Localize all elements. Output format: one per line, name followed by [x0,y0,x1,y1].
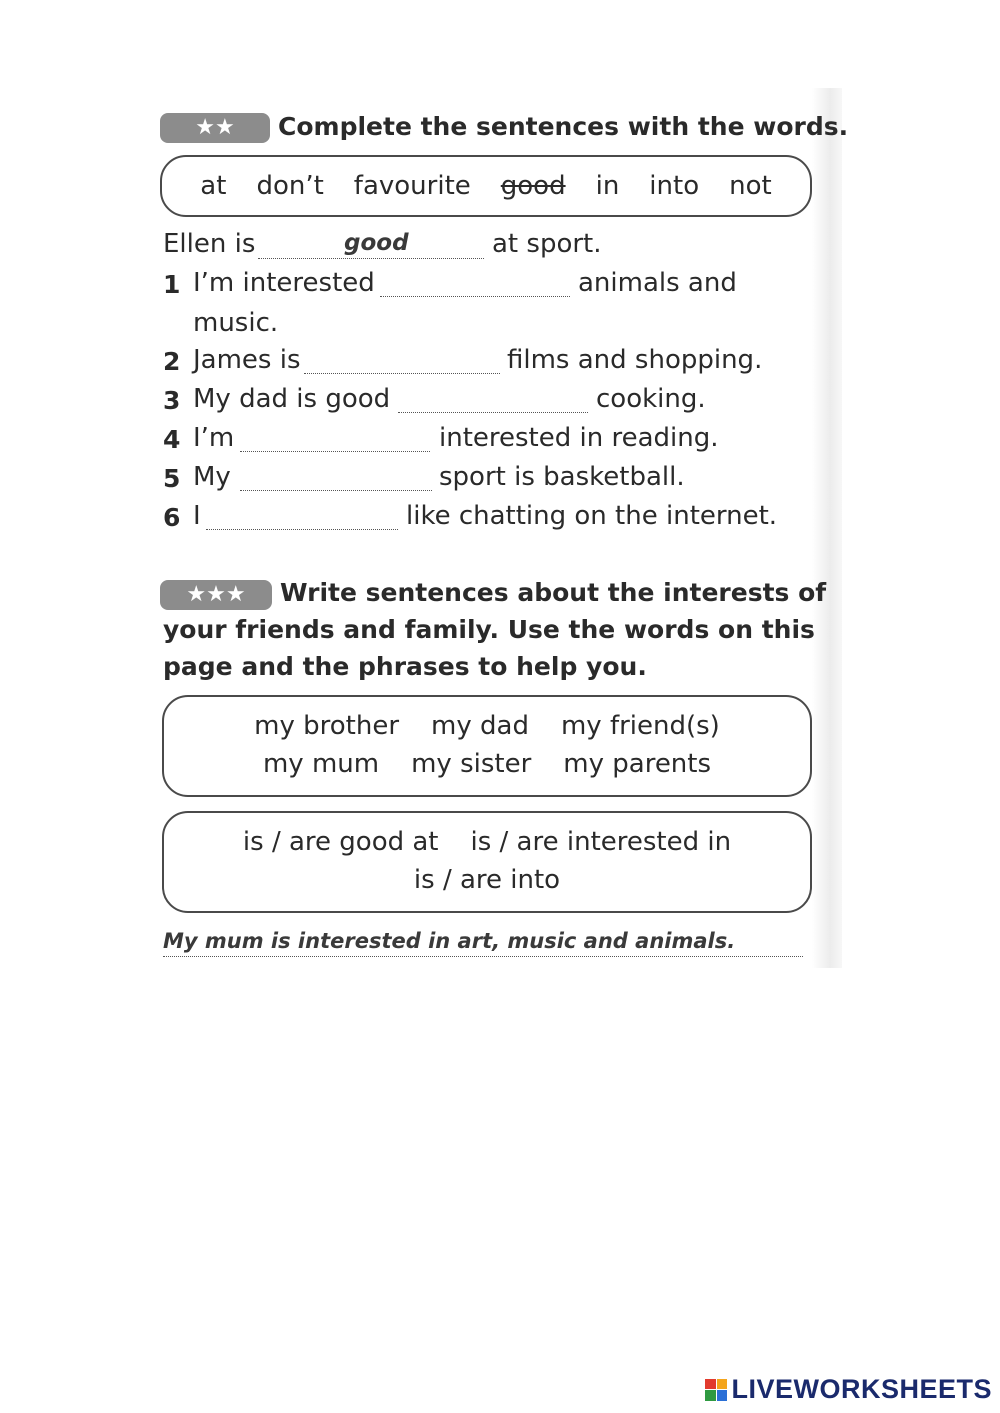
star-icon: ★★ [195,115,235,140]
people-phrase: my sister [411,749,532,779]
exercise2-heading-line: Write sentences about the interests of [280,578,827,607]
word-bank-word: in [595,171,620,201]
item-number: 5 [163,464,181,493]
word-bank-word: at [200,171,227,201]
item-number: 4 [163,425,181,454]
verb-phrase: is / are interested in [470,827,732,857]
people-row [164,749,810,779]
word-bank [162,171,810,201]
people-phrase: my friend(s) [560,711,720,741]
example-answer: good [344,230,409,256]
verb-phrase: is / are good at [242,827,439,857]
item-text-start: I’m [193,423,235,453]
item-text-start: James is [193,345,301,375]
verb-phrase: is / are into [413,865,561,895]
logo-text: LIVEWORKSHEETS [731,1374,992,1404]
item-text-start: I’m interested [193,268,375,298]
example-sentence-end: at sport. [492,229,602,259]
logo-square [705,1390,716,1401]
phrases-row [164,865,810,895]
example-sentence-start: Ellen is [163,229,256,259]
item-text-end: like chatting on the internet. [406,501,778,531]
people-phrase: my dad [431,711,529,741]
people-phrase: my brother [254,711,400,741]
phrases-box [162,811,812,913]
exercise2-heading-line: page and the phrases to help you. [163,652,647,681]
item-number: 1 [163,270,181,299]
people-phrase: my mum [262,749,380,779]
item-number: 2 [163,347,181,376]
people-row [164,711,810,741]
star-icon: ★★★ [186,582,246,607]
exercise2-example: My mum is interested in art, music and animals. [163,929,736,953]
word-bank-word: favourite [353,171,471,201]
item-text-continued: music. [193,308,279,338]
three-star-badge [160,580,272,610]
logo-square [717,1379,728,1390]
word-bank-word: into [649,171,700,201]
answer-blank[interactable] [380,272,570,297]
item-text-end: cooking. [596,384,706,414]
item-text-start: My dad is good [193,384,391,414]
answer-blank[interactable] [240,466,432,491]
exercise2-heading-line: your friends and family. Use the words on this [163,615,815,644]
exercise1-heading: Complete the sentences with the words. [278,112,849,141]
people-box [162,695,812,797]
answer-blank[interactable] [206,505,398,530]
liveworksheets-logo [705,1374,992,1405]
item-text-start: My [193,462,231,492]
word-bank-word: not [729,171,772,201]
phrases-row [164,827,810,857]
item-text-end: films and shopping. [507,345,763,375]
page-edge-shadow [812,88,842,968]
item-text-end: interested in reading. [439,423,719,453]
answer-blank[interactable] [398,388,588,413]
item-number: 6 [163,503,181,532]
item-number: 3 [163,386,181,415]
word-bank-word: don’t [256,171,324,201]
people-phrase: my parents [563,749,712,779]
item-text-end: sport is basketball. [439,462,685,492]
word-bank-word-used: good [500,171,566,201]
item-text-start: I [193,501,201,531]
answer-blank[interactable] [240,427,430,452]
item-text-end: animals and [578,268,737,298]
logo-square [717,1390,728,1401]
word-bank-box [160,155,812,217]
logo-square [705,1379,716,1390]
answer-blank[interactable] [304,349,500,374]
two-star-badge [160,113,270,143]
logo-squares-icon [705,1379,727,1401]
